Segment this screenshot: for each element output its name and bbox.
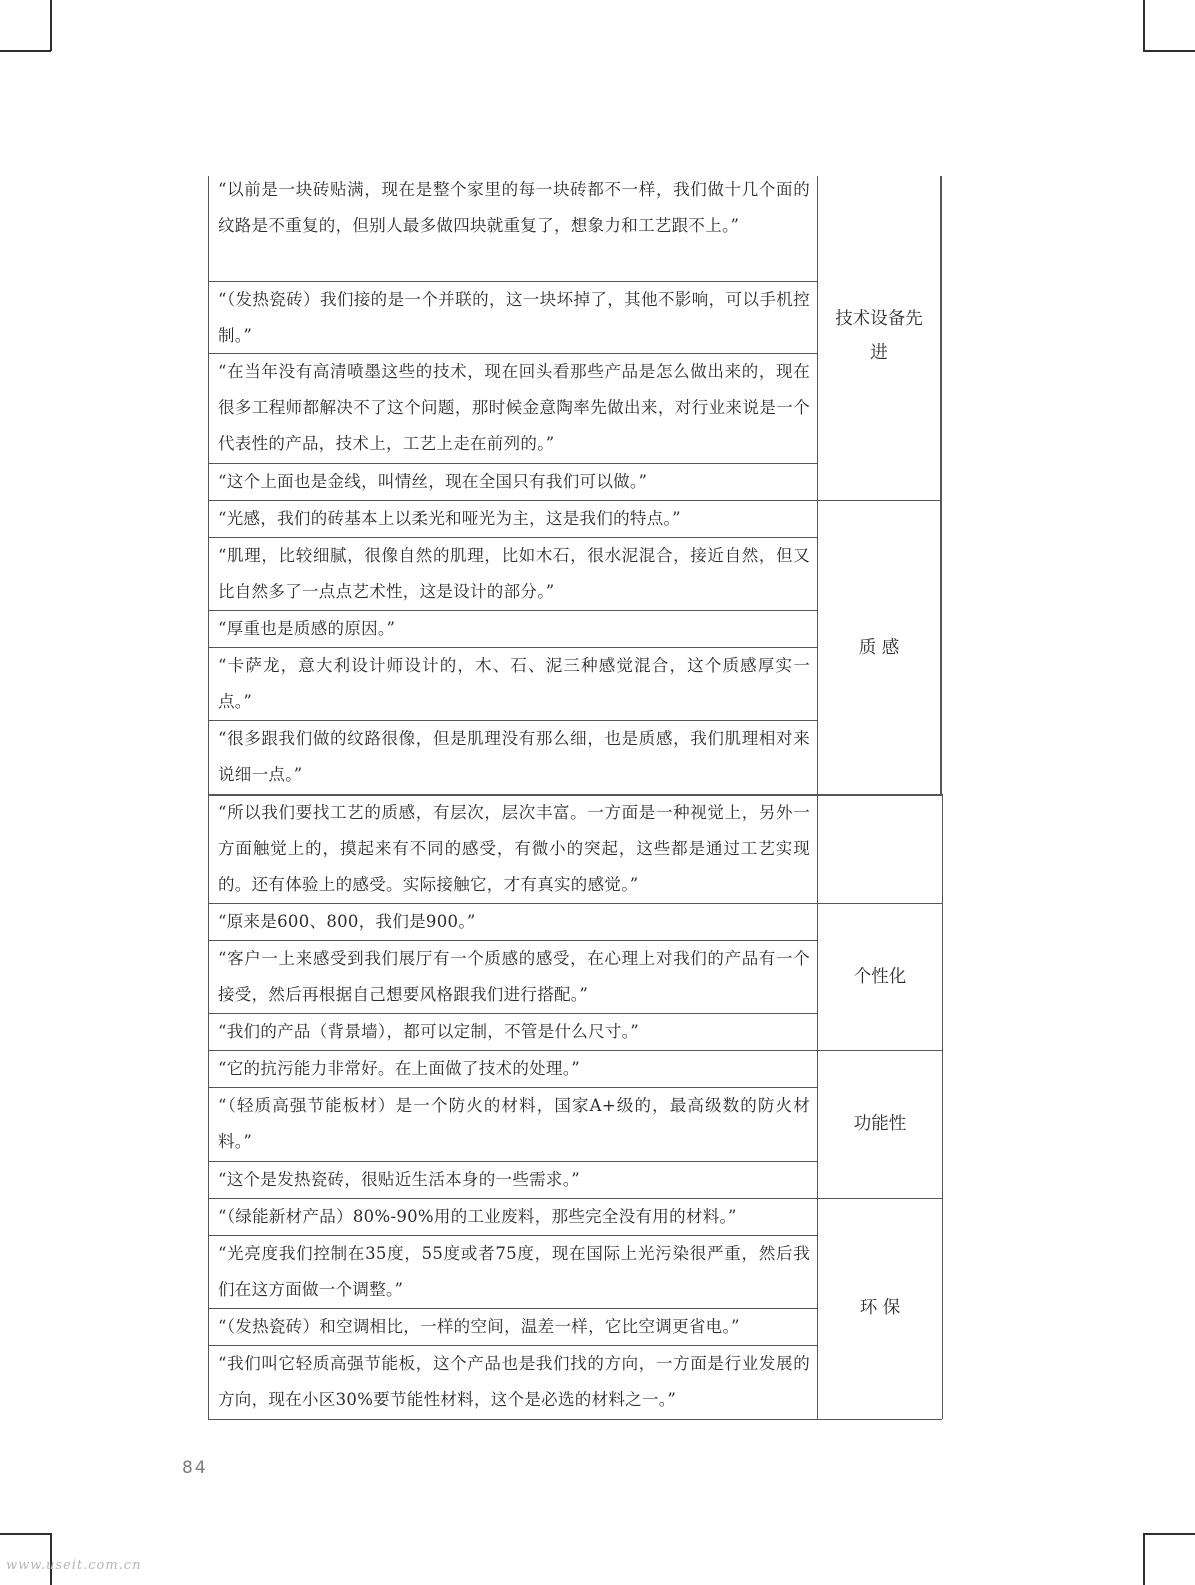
quote-cell: “很多跟我们做的纹路很像，但是肌理没有那么细，也是质感，我们肌理相对来说细一点。” [218, 729, 810, 784]
crop-mark [0, 1533, 51, 1535]
quote-cell: “客户一上来感受到我们展厅有一个质感的感受，在心理上对我们的产品有一个接受，然后再根据自己想要风格跟我们进行搭配。” [218, 949, 810, 1004]
quote-cell: “卡萨龙，意大利设计师设计的，木、石、泥三种感觉混合，这个质感厚实一点。” [218, 656, 810, 711]
quote-cell: “（发热瓷砖）和空调相比，一样的空间，温差一样，它比空调更省电。” [218, 1317, 740, 1336]
quote-cell: “这个上面也是金线，叫情丝，现在全国只有我们可以做。” [218, 472, 648, 491]
category-tech: 技术设备先进 [835, 309, 923, 363]
quote-cell: “（发热瓷砖）我们接的是一个并联的，这一块坏掉了，其他不影响，可以手机控制。” [218, 290, 810, 345]
category-functionality: 功能性 [853, 1114, 907, 1134]
crop-mark [1143, 50, 1195, 52]
quote-cell: “（轻质高强节能板材）是一个防火的材料，国家A+级的，最高级数的防火材料。” [218, 1096, 810, 1151]
quote-cell: “光亮度我们控制在35度，55度或者75度，现在国际上光污染很严重，然后我们在这方面做一个调整。” [218, 1244, 810, 1299]
watermark: www.useit.com.cn [6, 1558, 142, 1573]
category-personalization: 个性化 [853, 967, 907, 987]
quote-cell: “所以我们要找工艺的质感，有层次，层次丰富。一方面是一种视觉上，另外一方面触觉上的，摸起来有不同的感受，有微小的突起，这些都是通过工艺实现的。还有体验上的感受。实际接触它，才有真实的感觉。” [218, 803, 810, 894]
crop-mark [0, 50, 51, 52]
quote-cell: “原来是600、800，我们是900。” [218, 912, 476, 931]
quote-cell: “光感，我们的砖基本上以柔光和哑光为主，这是我们的特点。” [218, 509, 681, 528]
quote-cell: “我们的产品（背景墙），都可以定制，不管是什么尺寸。” [218, 1022, 639, 1041]
crop-mark [1143, 0, 1145, 51]
table-border-left [208, 176, 209, 1419]
category-texture: 质 感 [858, 638, 900, 658]
quote-cell: “我们叫它轻质高强节能板，这个产品也是我们找的方向，一方面是行业发展的方向，现在小区30%要节能性材料，这个是必选的材料之一。” [218, 1354, 810, 1409]
crop-mark [50, 0, 52, 51]
crop-mark [1143, 1533, 1195, 1535]
quote-cell: “肌理，比较细腻，很像自然的肌理，比如木石，很水泥混合，接近自然，但又比自然多了一点点艺术性，这是设计的部分。” [218, 546, 810, 601]
table-border-bottom [208, 1419, 942, 1420]
table-border-right-upper [940, 176, 942, 794]
quote-cell: “这个是发热瓷砖，很贴近生活本身的一些需求。” [218, 1170, 581, 1189]
quote-cell: “它的抗污能力非常好。在上面做了技术的处理。” [218, 1059, 581, 1078]
quote-cell: “在当年没有高清喷墨这些的技术，现在回头看那些产品是怎么做出来的，现在很多工程师都解决不了这个问题，那时候金意陶率先做出来，对行业来说是一个代表性的产品，技术上，工艺上走在前列的。” [218, 362, 810, 453]
table-border-right-lower [942, 794, 943, 1419]
quote-cell: “厚重也是质感的原因。” [218, 619, 396, 638]
quote-cell: “（绿能新材产品）80%-90%用的工业废料，那些完全没有用的材料。” [218, 1207, 737, 1226]
category-eco: 环 保 [859, 1298, 901, 1318]
crop-mark [1143, 1533, 1145, 1585]
quote-cell: “以前是一块砖贴满，现在是整个家里的每一块砖都不一样，我们做十几个面的纹路是不重复的，但别人最多做四块就重复了，想象力和工艺跟不上。” [218, 180, 810, 235]
page-number: 84 [182, 1458, 208, 1478]
